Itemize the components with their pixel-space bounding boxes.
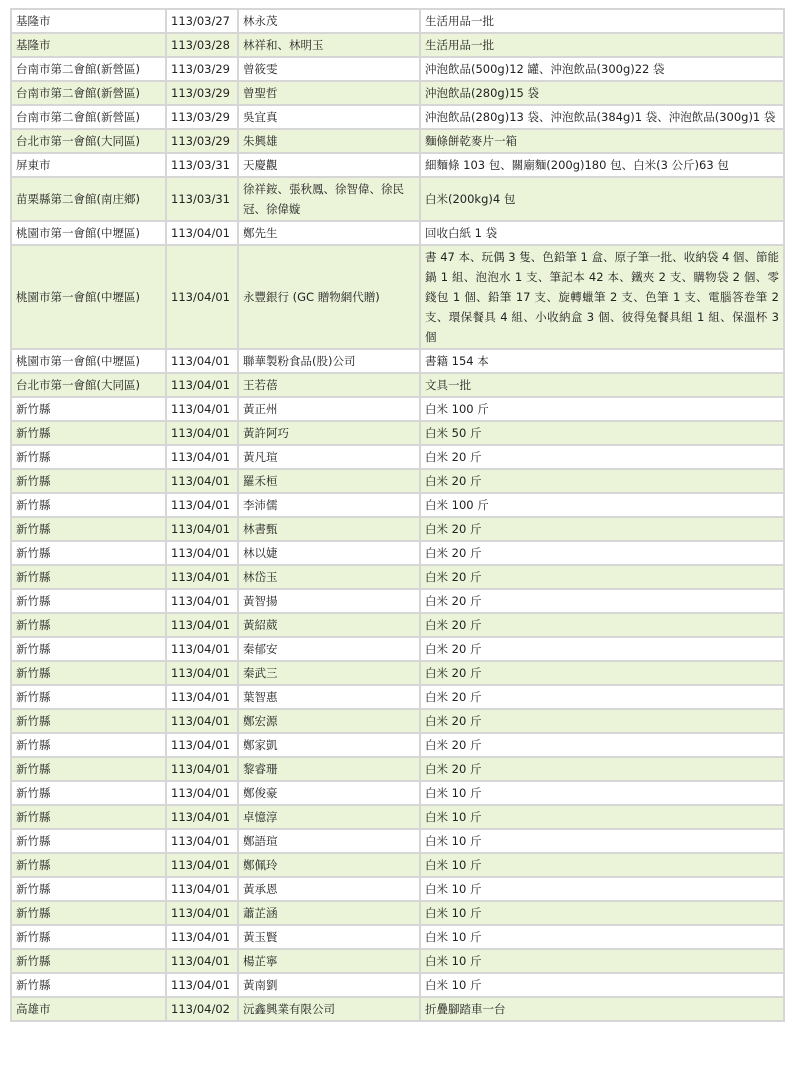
table-row — [11, 973, 784, 997]
donor-cell: 鄭宏源 — [238, 709, 420, 733]
table-row — [11, 613, 784, 637]
date-cell: 113/04/01 — [166, 565, 238, 589]
donor-cell: 黃玉賢 — [238, 925, 420, 949]
donor-cell: 葉智惠 — [238, 685, 420, 709]
unit-cell: 台南市第二會館(新營區) — [11, 105, 166, 129]
items-cell: 白米 100 斤 — [420, 397, 784, 421]
donor-cell: 秦郁安 — [238, 637, 420, 661]
date-cell: 113/04/01 — [166, 757, 238, 781]
unit-cell: 桃園市第一會館(中壢區) — [11, 221, 166, 245]
table-row — [11, 829, 784, 853]
table-row — [11, 221, 784, 245]
date-cell: 113/04/01 — [166, 709, 238, 733]
date-cell: 113/04/01 — [166, 781, 238, 805]
unit-cell: 屏東市 — [11, 153, 166, 177]
table-row — [11, 637, 784, 661]
items-cell: 白米 20 斤 — [420, 517, 784, 541]
date-cell: 113/03/29 — [166, 81, 238, 105]
unit-cell: 新竹縣 — [11, 685, 166, 709]
items-cell: 回收白紙 1 袋 — [420, 221, 784, 245]
table-row — [11, 57, 784, 81]
date-cell: 113/04/01 — [166, 685, 238, 709]
items-cell: 白米 10 斤 — [420, 901, 784, 925]
donor-cell: 蕭芷涵 — [238, 901, 420, 925]
items-cell: 白米 10 斤 — [420, 925, 784, 949]
table-row — [11, 685, 784, 709]
items-cell: 白米 20 斤 — [420, 757, 784, 781]
unit-cell: 新竹縣 — [11, 493, 166, 517]
table-row — [11, 709, 784, 733]
items-cell: 沖泡飲品(280g)13 袋、沖泡飲品(384g)1 袋、沖泡飲品(300g)1 袋 — [420, 105, 784, 129]
unit-cell: 台北市第一會館(大同區) — [11, 129, 166, 153]
unit-cell: 新竹縣 — [11, 637, 166, 661]
items-cell: 白米 10 斤 — [420, 877, 784, 901]
unit-cell: 新竹縣 — [11, 613, 166, 637]
items-cell: 沖泡飲品(500g)12 罐、沖泡飲品(300g)22 袋 — [420, 57, 784, 81]
donor-cell: 卓憶淳 — [238, 805, 420, 829]
table-row — [11, 105, 784, 129]
donor-cell: 羅禾桓 — [238, 469, 420, 493]
unit-cell: 基隆市 — [11, 9, 166, 33]
table-row — [11, 901, 784, 925]
date-cell: 113/04/01 — [166, 829, 238, 853]
date-cell: 113/04/01 — [166, 517, 238, 541]
table-row — [11, 445, 784, 469]
donor-cell: 林書甄 — [238, 517, 420, 541]
unit-cell: 新竹縣 — [11, 805, 166, 829]
date-cell: 113/04/01 — [166, 397, 238, 421]
unit-cell: 新竹縣 — [11, 901, 166, 925]
table-row — [11, 33, 784, 57]
table-row — [11, 565, 784, 589]
donor-cell: 林永茂 — [238, 9, 420, 33]
unit-cell: 新竹縣 — [11, 853, 166, 877]
date-cell: 113/04/01 — [166, 901, 238, 925]
unit-cell: 新竹縣 — [11, 781, 166, 805]
table-row — [11, 805, 784, 829]
table-row — [11, 949, 784, 973]
unit-cell: 新竹縣 — [11, 829, 166, 853]
items-cell: 文具一批 — [420, 373, 784, 397]
table-row — [11, 397, 784, 421]
date-cell: 113/04/01 — [166, 373, 238, 397]
unit-cell: 新竹縣 — [11, 517, 166, 541]
unit-cell: 新竹縣 — [11, 397, 166, 421]
date-cell: 113/04/01 — [166, 733, 238, 757]
items-cell: 書籍 154 本 — [420, 349, 784, 373]
table-body — [11, 9, 784, 1021]
donor-cell: 鄭佩玲 — [238, 853, 420, 877]
donor-cell: 曾筱雯 — [238, 57, 420, 81]
table-row — [11, 81, 784, 105]
items-cell: 白米 20 斤 — [420, 565, 784, 589]
date-cell: 113/04/01 — [166, 613, 238, 637]
donor-cell: 黃承恩 — [238, 877, 420, 901]
items-cell: 白米 10 斤 — [420, 805, 784, 829]
donor-cell: 黃許阿巧 — [238, 421, 420, 445]
table-row — [11, 493, 784, 517]
items-cell: 書 47 本、玩偶 3 隻、色鉛筆 1 盒、原子筆一批、收納袋 4 個、節能鍋 1 組、泡泡水 1 支、筆記本 42 本、鐵夾 2 支、購物袋 2 個、零錢包 1 個、鉛筆 17 支、旋轉蠟筆 2 支、色筆 1 支、電腦答卷筆 2 支、環保餐具 4 組、小收納盒 3 個、彼得兔餐具組 1 組、保溫杯 3 個 — [420, 245, 784, 349]
donor-cell: 沅鑫興業有限公司 — [238, 997, 420, 1021]
unit-cell: 新竹縣 — [11, 445, 166, 469]
table-row — [11, 781, 784, 805]
donor-cell: 李沛儒 — [238, 493, 420, 517]
donor-cell: 朱興雄 — [238, 129, 420, 153]
table-row — [11, 925, 784, 949]
items-cell: 沖泡飲品(280g)15 袋 — [420, 81, 784, 105]
items-cell: 生活用品一批 — [420, 9, 784, 33]
donor-cell: 黃正州 — [238, 397, 420, 421]
table-row — [11, 421, 784, 445]
donor-cell: 鄭語瑄 — [238, 829, 420, 853]
donor-cell: 徐祥銨、張秋鳳、徐智偉、徐民冠、徐偉嫙 — [238, 177, 420, 221]
donor-cell: 永豐銀行 (GC 贈物網代贈) — [238, 245, 420, 349]
date-cell: 113/04/01 — [166, 589, 238, 613]
items-cell: 白米 20 斤 — [420, 469, 784, 493]
table-row — [11, 661, 784, 685]
donor-cell: 林以婕 — [238, 541, 420, 565]
table-row — [11, 245, 784, 349]
donor-cell: 秦武三 — [238, 661, 420, 685]
items-cell: 白米 10 斤 — [420, 973, 784, 997]
items-cell: 麵條餅乾麥片一箱 — [420, 129, 784, 153]
donor-cell: 王若蓓 — [238, 373, 420, 397]
date-cell: 113/03/31 — [166, 177, 238, 221]
unit-cell: 新竹縣 — [11, 709, 166, 733]
donor-cell: 曾聖哲 — [238, 81, 420, 105]
unit-cell: 基隆市 — [11, 33, 166, 57]
date-cell: 113/03/29 — [166, 57, 238, 81]
unit-cell: 台南市第二會館(新營區) — [11, 81, 166, 105]
date-cell: 113/04/01 — [166, 877, 238, 901]
date-cell: 113/03/31 — [166, 153, 238, 177]
table-row — [11, 589, 784, 613]
table-row — [11, 153, 784, 177]
table-row — [11, 177, 784, 221]
date-cell: 113/04/01 — [166, 973, 238, 997]
date-cell: 113/03/28 — [166, 33, 238, 57]
unit-cell: 高雄市 — [11, 997, 166, 1021]
items-cell: 白米 20 斤 — [420, 613, 784, 637]
donor-cell: 林祥和、林明玉 — [238, 33, 420, 57]
items-cell: 白米 10 斤 — [420, 781, 784, 805]
unit-cell: 新竹縣 — [11, 757, 166, 781]
date-cell: 113/04/01 — [166, 541, 238, 565]
donor-cell: 鄭先生 — [238, 221, 420, 245]
donation-table — [10, 8, 785, 1022]
date-cell: 113/04/01 — [166, 805, 238, 829]
table-row — [11, 9, 784, 33]
date-cell: 113/04/01 — [166, 349, 238, 373]
unit-cell: 新竹縣 — [11, 589, 166, 613]
table-row — [11, 853, 784, 877]
date-cell: 113/03/27 — [166, 9, 238, 33]
unit-cell: 新竹縣 — [11, 661, 166, 685]
items-cell: 白米 20 斤 — [420, 637, 784, 661]
unit-cell: 新竹縣 — [11, 733, 166, 757]
items-cell: 白米 10 斤 — [420, 853, 784, 877]
date-cell: 113/03/29 — [166, 129, 238, 153]
date-cell: 113/04/01 — [166, 637, 238, 661]
table-row — [11, 733, 784, 757]
table-row — [11, 517, 784, 541]
items-cell: 白米 10 斤 — [420, 829, 784, 853]
donor-cell: 聯華製粉食品(股)公司 — [238, 349, 420, 373]
items-cell: 白米 20 斤 — [420, 733, 784, 757]
unit-cell: 新竹縣 — [11, 469, 166, 493]
date-cell: 113/04/01 — [166, 949, 238, 973]
donor-cell: 楊芷寧 — [238, 949, 420, 973]
unit-cell: 新竹縣 — [11, 925, 166, 949]
table-row — [11, 757, 784, 781]
unit-cell: 新竹縣 — [11, 949, 166, 973]
donor-cell: 黃南劉 — [238, 973, 420, 997]
unit-cell: 台北市第一會館(大同區) — [11, 373, 166, 397]
unit-cell: 桃園市第一會館(中壢區) — [11, 245, 166, 349]
items-cell: 細麵條 103 包、關廟麵(200g)180 包、白米(3 公斤)63 包 — [420, 153, 784, 177]
date-cell: 113/04/01 — [166, 469, 238, 493]
date-cell: 113/04/01 — [166, 925, 238, 949]
items-cell: 白米 20 斤 — [420, 661, 784, 685]
donor-cell: 林岱玉 — [238, 565, 420, 589]
table-row — [11, 373, 784, 397]
table-row — [11, 129, 784, 153]
unit-cell: 新竹縣 — [11, 565, 166, 589]
items-cell: 白米 20 斤 — [420, 589, 784, 613]
items-cell: 白米 100 斤 — [420, 493, 784, 517]
donor-cell: 天慶觀 — [238, 153, 420, 177]
unit-cell: 新竹縣 — [11, 541, 166, 565]
date-cell: 113/04/01 — [166, 445, 238, 469]
donor-cell: 鄭家凱 — [238, 733, 420, 757]
donor-cell: 黃紹葳 — [238, 613, 420, 637]
table-row — [11, 877, 784, 901]
items-cell: 白米 50 斤 — [420, 421, 784, 445]
donor-cell: 黃凡瑄 — [238, 445, 420, 469]
items-cell: 生活用品一批 — [420, 33, 784, 57]
date-cell: 113/03/29 — [166, 105, 238, 129]
unit-cell: 台南市第二會館(新營區) — [11, 57, 166, 81]
date-cell: 113/04/02 — [166, 997, 238, 1021]
table-row — [11, 469, 784, 493]
donor-cell: 吳宜真 — [238, 105, 420, 129]
unit-cell: 新竹縣 — [11, 877, 166, 901]
unit-cell: 苗栗縣第二會館(南庄鄉) — [11, 177, 166, 221]
date-cell: 113/04/01 — [166, 221, 238, 245]
table-row — [11, 997, 784, 1021]
date-cell: 113/04/01 — [166, 245, 238, 349]
table-row — [11, 349, 784, 373]
date-cell: 113/04/01 — [166, 421, 238, 445]
donor-cell: 黎睿珊 — [238, 757, 420, 781]
items-cell: 白米 20 斤 — [420, 445, 784, 469]
donor-cell: 黃智揚 — [238, 589, 420, 613]
items-cell: 白米 20 斤 — [420, 709, 784, 733]
items-cell: 白米 20 斤 — [420, 541, 784, 565]
date-cell: 113/04/01 — [166, 853, 238, 877]
items-cell: 白米(200kg)4 包 — [420, 177, 784, 221]
donor-cell: 鄭俊豪 — [238, 781, 420, 805]
table-row — [11, 541, 784, 565]
items-cell: 白米 10 斤 — [420, 949, 784, 973]
unit-cell: 新竹縣 — [11, 421, 166, 445]
date-cell: 113/04/01 — [166, 493, 238, 517]
items-cell: 白米 20 斤 — [420, 685, 784, 709]
date-cell: 113/04/01 — [166, 661, 238, 685]
unit-cell: 桃園市第一會館(中壢區) — [11, 349, 166, 373]
unit-cell: 新竹縣 — [11, 973, 166, 997]
items-cell: 折疊腳踏車一台 — [420, 997, 784, 1021]
